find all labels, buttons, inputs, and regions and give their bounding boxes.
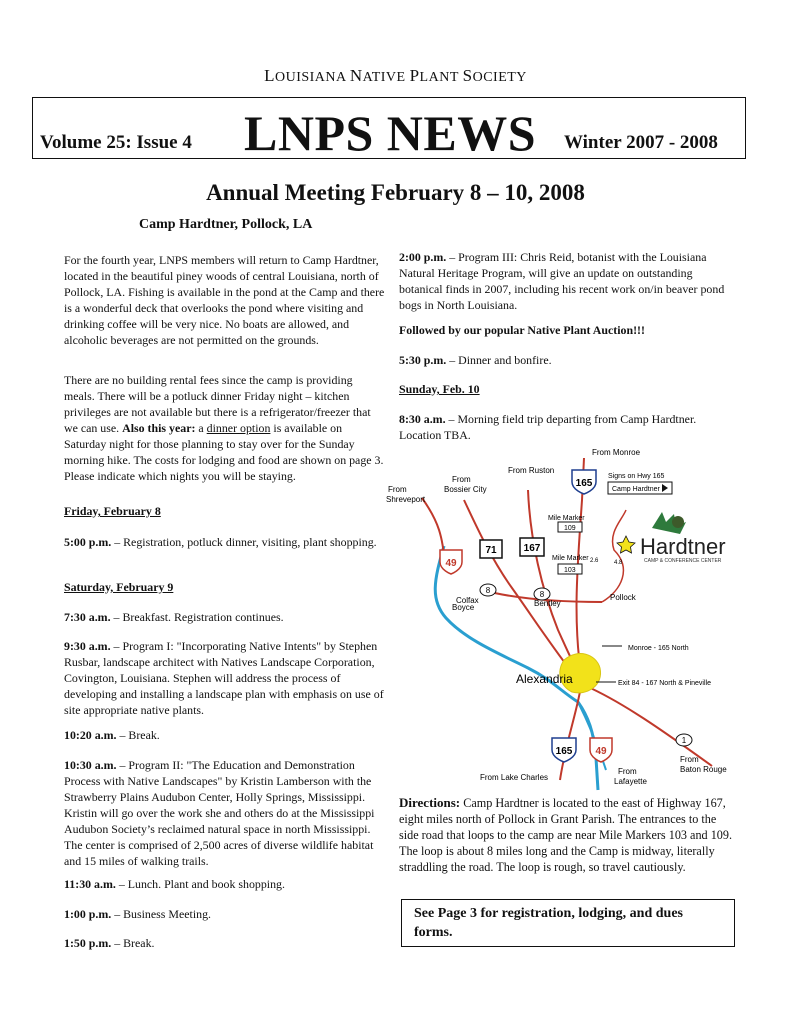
label-bentley: Bentley <box>534 599 561 608</box>
label-colfax: Colfax <box>456 596 479 605</box>
auction-note: Followed by our popular Native Plant Auction!!! <box>399 323 645 337</box>
label-from-lafayette-1: From <box>618 767 637 776</box>
label-signs: Signs on Hwy 165 <box>608 473 665 480</box>
friday-item: 5:00 p.m. – Registration, potluck dinner, visiting, plant shopping. <box>64 535 377 549</box>
svg-text:109: 109 <box>564 525 576 532</box>
saturday-item-lunch: 11:30 a.m. – Lunch. Plant and book shopping. <box>64 877 285 891</box>
headline: Annual Meeting February 8 – 10, 2008 <box>206 180 585 205</box>
svg-text:4.8: 4.8 <box>614 560 623 566</box>
saturday-item-program-3: 2:00 p.m. – Program III: Chris Reid, botanist with the Louisiana Natural Heritage Program, will give an update on outstanding botanical finds in 2007, including his recent work on/in beaver pond bogs in North Louisiana. <box>399 250 725 312</box>
label-from-bossier-1: From <box>452 475 471 484</box>
label-alexandria: Alexandria <box>516 672 573 686</box>
intro-paragraph: For the fourth year, LNPS members will return to Camp Hardtner, located in the beautiful piney woods of central Louisiana, north of Pollock, LA. Fishing is available in the pond at the Camp and there is a wonderful deck that overlooks the pond where visiting and drinking coffee will be very nice. No boats are allowed, and alcoholic beverages are not permitted on the grounds. <box>64 253 385 347</box>
brand-subtitle: CAMP & CONFERENCE CENTER <box>644 558 722 564</box>
pine-logo-icon <box>652 512 686 534</box>
saturday-heading: Saturday, February 9 <box>64 580 174 594</box>
saturday-item-breakfast: 7:30 a.m. – Breakfast. Registration continues. <box>64 610 284 624</box>
directions-paragraph: Directions: Camp Hardtner is located to the east of Highway 167, eight miles north of Pollock in Grant Parish. The entrances to the side road that loops to the camp are near Mile Markers 103 and 109. The loop is about 8 miles long and the Camp is midway, literally straddling the road. The loop is rough, so travel cautiously. <box>399 795 733 874</box>
label-from-shreveport-1: From <box>388 485 407 494</box>
label-pollock: Pollock <box>610 593 636 602</box>
volume-issue: Volume 25: Issue 4 <box>40 132 192 153</box>
hwy-165-top-shield <box>572 470 596 494</box>
hwy-8-shield <box>480 584 496 596</box>
saturday-item-program-2: 10:30 a.m. – Program II: "The Education and Demonstration Process with Native Landscapes" by Kristin Lamberson with the Strawberry Plains Audubon Center, Holly Springs, Mississippi. Kristin will go over the work she and others do at the Mississippi Audubon Society’s reclaimed natural space in north Mississippi. The center is comprised of 2,500 acres of diverse wildlife habitat and 15 miles of walking trails. <box>64 758 375 868</box>
svg-text:2.6: 2.6 <box>590 558 599 564</box>
saturday-item-break-2: 1:50 p.m. – Break. <box>64 936 155 950</box>
hwy-167-shield <box>520 538 544 556</box>
svg-text:8: 8 <box>539 590 545 599</box>
sunday-item-field-trip: 8:30 a.m. – Morning field trip departing from Camp Hardtner. Location TBA. <box>399 412 697 442</box>
registration-callout: See Page 3 for registration, lodging, and dues forms. <box>401 899 735 947</box>
svg-text:49: 49 <box>595 746 607 757</box>
newsletter-title: LNPS NEWS <box>244 105 537 161</box>
subhead: Camp Hardtner, Pollock, LA <box>139 217 313 232</box>
meals-paragraph: There are no building rental fees since the camp is providing meals. There will be a potluck dinner Friday night – kitchen privileges are not available but there is a refrigerator/freezer that we can use. Also this year: a dinner option is available on Saturday night for those planning to stay over for the Sunday morning hike. The costs for lodging and food are shown on page 3. Please indicate which nights you will be staying. <box>64 373 384 483</box>
sunday-heading: Sunday, Feb. 10 <box>399 382 480 396</box>
svg-text:8: 8 <box>485 586 491 595</box>
label-from-lafayette-2: Lafayette <box>614 777 647 786</box>
hwy-49-bottom-shield <box>590 738 612 762</box>
svg-text:103: 103 <box>564 567 576 574</box>
label-from-ruston: From Ruston <box>508 466 555 475</box>
svg-text:167: 167 <box>523 543 541 554</box>
camp-star-icon <box>617 536 635 553</box>
road-camp-loop <box>602 510 626 602</box>
friday-heading: Friday, February 8 <box>64 504 161 518</box>
svg-text:1: 1 <box>681 736 687 745</box>
saturday-item-dinner: 5:30 p.m. – Dinner and bonfire. <box>399 353 552 367</box>
label-from-lake-charles: From Lake Charles <box>480 773 549 782</box>
svg-text:165: 165 <box>555 746 573 757</box>
label-from-baton-rouge-2: Baton Rouge <box>680 765 727 774</box>
road-165-south <box>560 680 582 780</box>
hwy-165-bottom-shield <box>552 738 576 762</box>
label-mile-marker-2: Mile Marker <box>552 555 589 562</box>
label-from-monroe: From Monroe <box>592 448 641 457</box>
label-from-shreveport-2: Shreveport <box>386 495 426 504</box>
hwy-49-left-shield <box>440 550 462 574</box>
label-from-bossier-2: Bossier City <box>444 485 487 494</box>
saturday-item-business: 1:00 p.m. – Business Meeting. <box>64 907 211 921</box>
label-from-baton-rouge-1: From <box>680 755 699 764</box>
directions-map <box>382 440 752 792</box>
svg-text:71: 71 <box>485 545 497 556</box>
svg-text:49: 49 <box>445 558 457 569</box>
society-name: LOUISIANA NATIVE PLANT SOCIETY <box>264 66 527 85</box>
label-mile-marker-1: Mile Marker <box>548 515 585 522</box>
saturday-item-program-1: 9:30 a.m. – Program I: "Incorporating Native Intents" by Stephen Rusbar, landscape architect with Natives Landscape Corporation, Covington, Louisiana. Stephen will address the process of developing and installing a landscape plan with emphasis on use of site appropriate native plants. <box>64 639 384 717</box>
season: Winter 2007 - 2008 <box>564 132 718 153</box>
hwy-1-shield <box>676 734 692 746</box>
label-boyce: Boyce <box>452 603 475 612</box>
label-monroe-north: Monroe - 165 North <box>628 645 689 652</box>
camp-sign-text: Camp Hardtner <box>612 486 660 493</box>
saturday-item-break-1: 10:20 a.m. – Break. <box>64 728 160 742</box>
brand-hardtner: Hardtner <box>640 534 726 559</box>
svg-text:165: 165 <box>575 478 593 489</box>
hwy-71-shield <box>480 540 502 558</box>
label-exit-84: Exit 84 - 167 North & Pineville <box>618 680 711 687</box>
